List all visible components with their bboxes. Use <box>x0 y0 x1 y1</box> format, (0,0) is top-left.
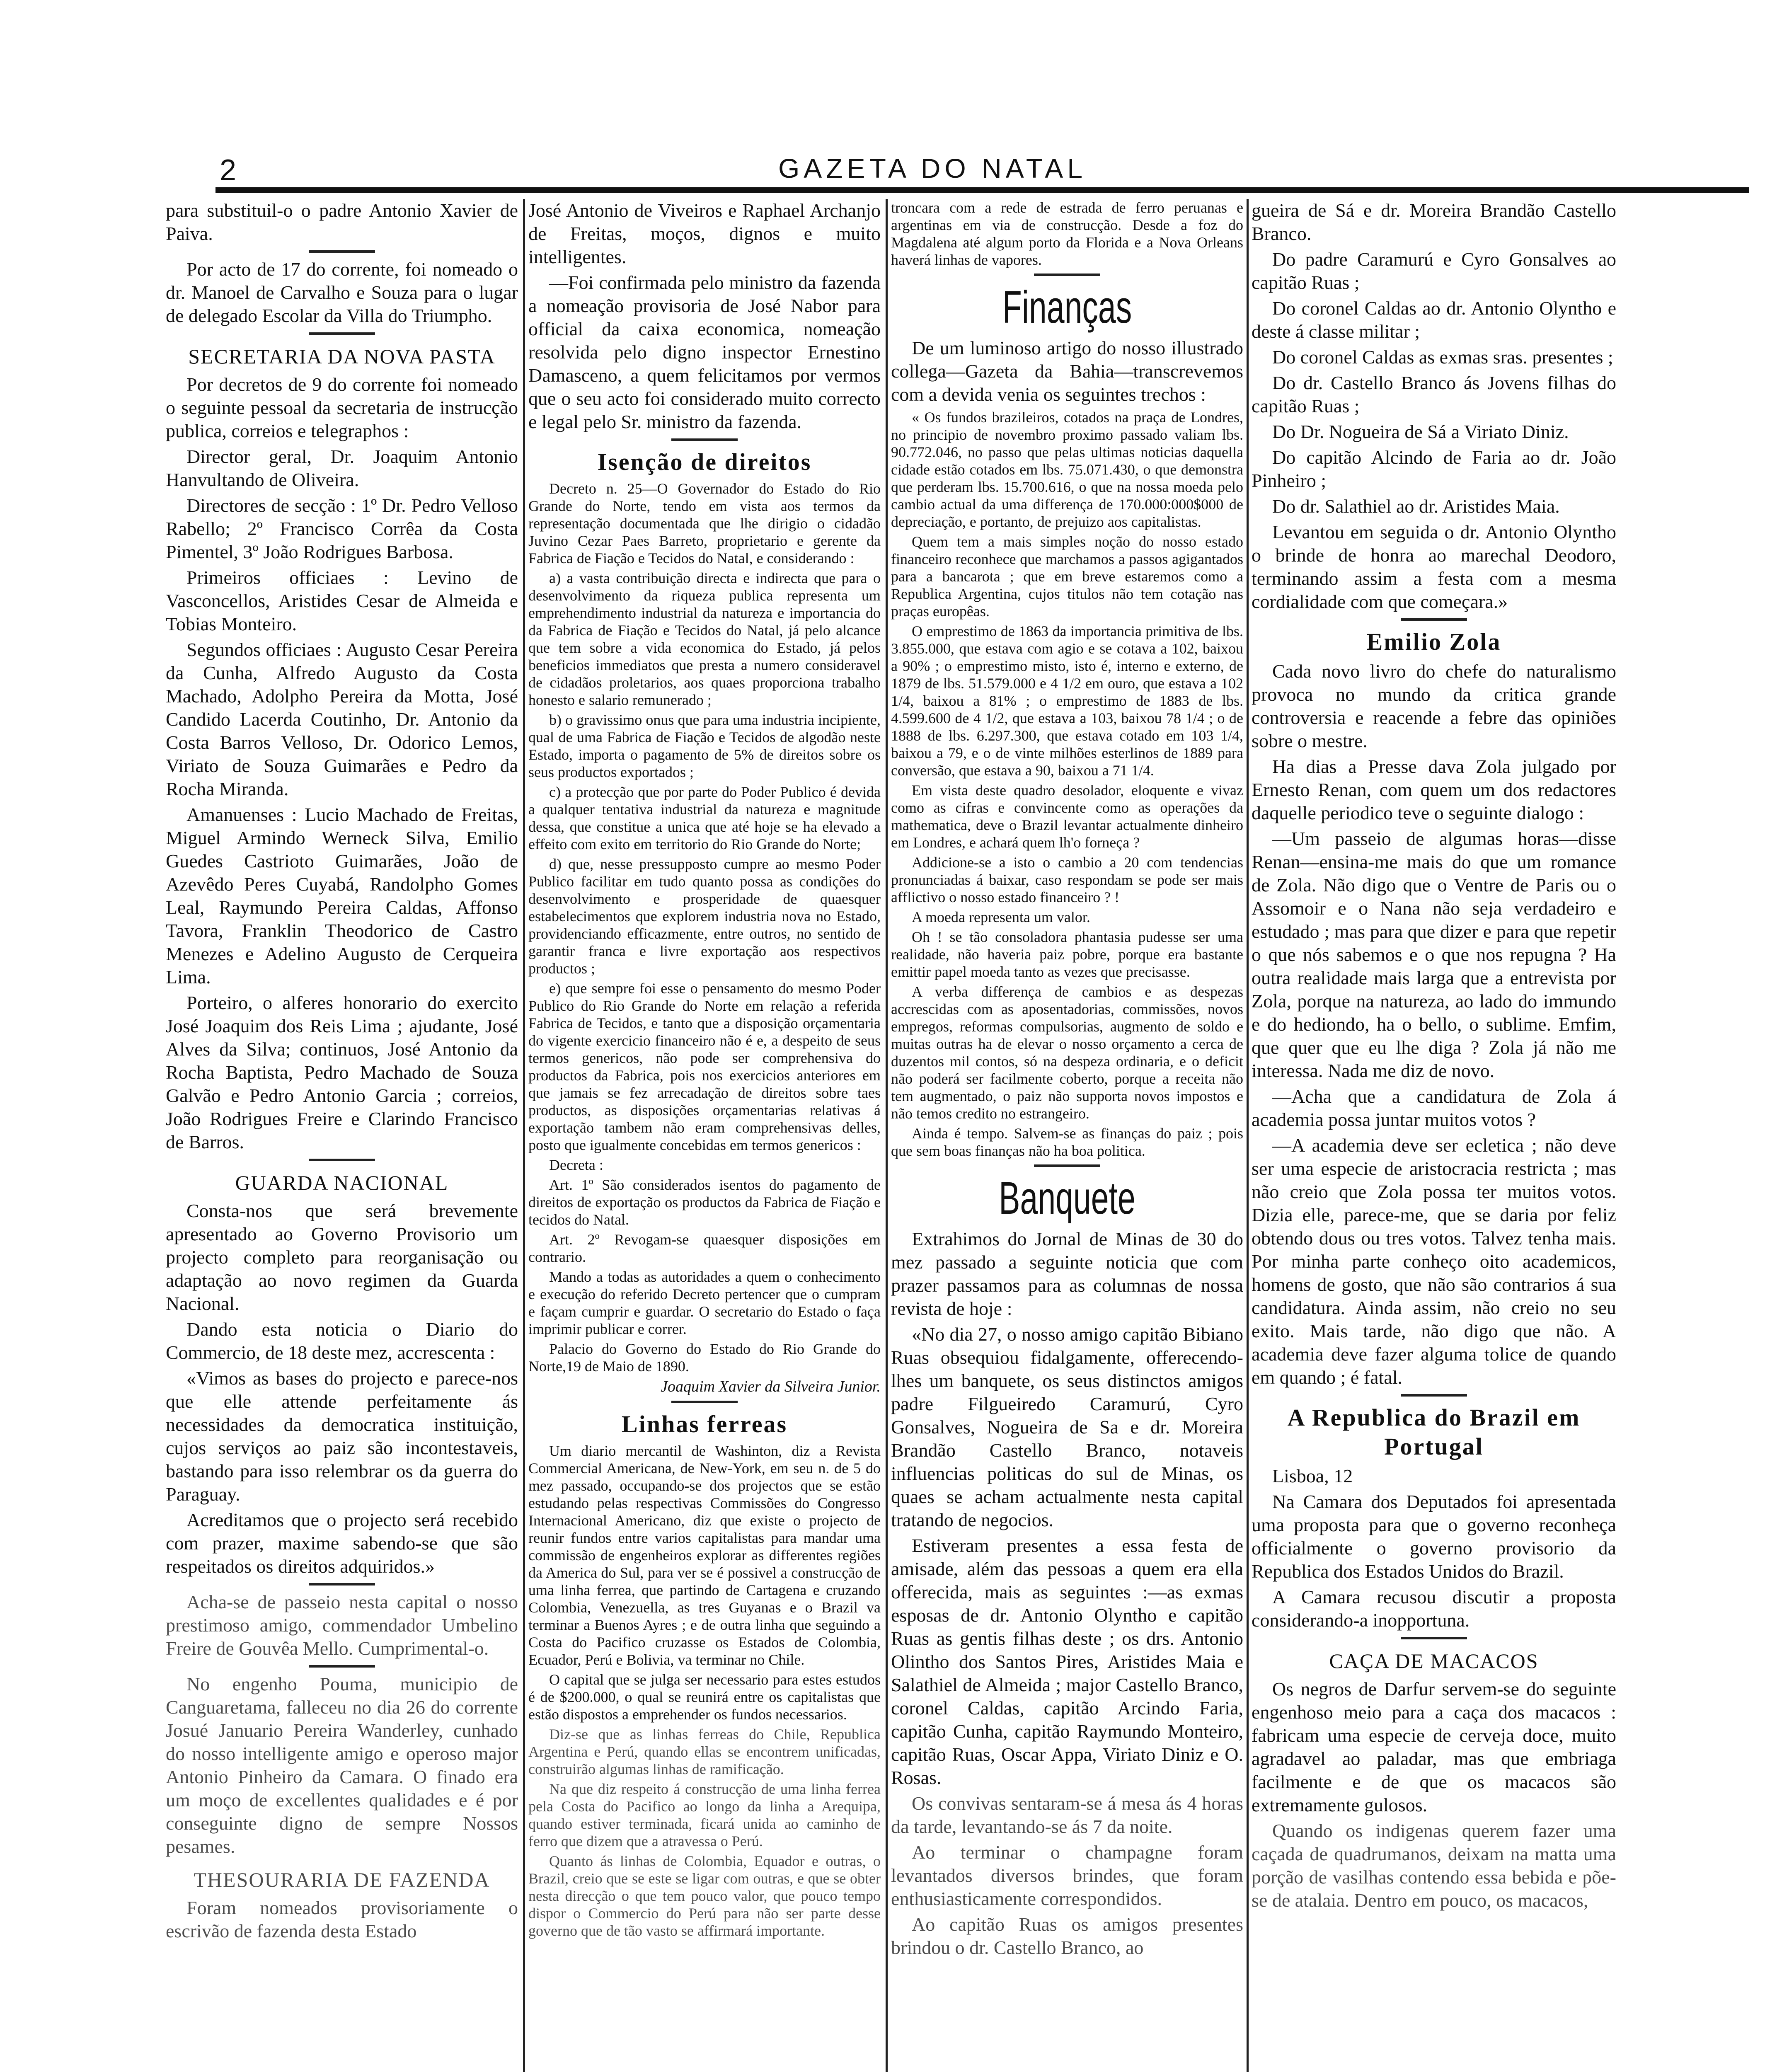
paragraph: Quem tem a mais simples noção do nosso estado financeiro reconhece que marchamos a passos agigantados para a bancarota ; que em breve estaremos como a Republica Argentina, cujos titulos não tem cotação nas praças europêas. <box>891 533 1243 620</box>
paragraph: —Um passeio de algumas horas—disse Renan—ensina-me mais do que um romance de Zola. Não digo que o Ventre de Paris ou o Assomoir e o Nana não seja verdadeiro e estudado ; mas para que dizer e para que repetir o que nós sabemos e o que nos repugna ? Ha outra realidade mais larga que a entrevista por Zola, porque na natureza, ao lado do immundo e do hediondo, ha o bello, o sublime. Emfim, que quer que eu lhe diga ? Zola já não me interessa. Nada me diz de novo. <box>1252 828 1616 1081</box>
paragraph: O capital que se julga ser necessario para estes estudos é de $200.000, o qual se reunirá entre os capitalistas que estão dispostos a emprehender os fundos necessarios. <box>528 1671 881 1723</box>
paragraph: Dando esta noticia o Diario do Commercio, de 18 deste mez, accrescenta : <box>166 1319 518 1363</box>
paragraph: Foram nomeados provisoriamente o escrivão de fazenda desta Estado <box>166 1897 518 1941</box>
paragraph: Ao capitão Ruas os amigos presentes brindou o dr. Castello Branco, ao <box>891 1914 1243 1958</box>
paragraph: —A academia deve ser ecletica ; não deve ser uma especie de aristocracia restricta ; mas não creio que Zola possa ter muitos votos. Dizia elle, parece-me, que se daria por feliz obtendo dous ou tres votos. Talvez tenha mais. Por minha parte conheço oito academicos, homens de gosto, que não são contrarios á sua candidatura. Ainda assim, não creio no seu exito. Mais tarde, não digo que não. A academia deve fazer alguma tolice de quando em quando ; é fatal. <box>1252 1135 1616 1388</box>
paragraph: No engenho Pouma, municipio de Canguaretama, falleceu no dia 26 do corrente Josué Januario Pereira Wanderley, cunhado do nosso intelligente amigo e operoso major Antonio Pinheiro da Camara. O finado era um moço de excellentes qualidades e é por conseguinte digno de sempre Nossos pesames. <box>166 1673 518 1857</box>
paragraph: d) que, nesse pressupposto cumpre ao mesmo Poder Publico facilitar em tudo quanto possa as condições do desenvolvimento e prosperidade de quaesquer estabelecimentos que explorem industria nova no Estado, providenciando efficazmente, entre outros, no sentido de garantir franca e livre exportação aos respectivos productos ; <box>528 856 881 977</box>
paragraph: Decreto n. 25—O Governador do Estado do Rio Grande do Norte, tendo em vista aos termos da representação documentada que lhe dirigio o cidadão Juvino Cezar Paes Barreto, proprietario e gerente da Fabrica de Fiação e Tecidos do Natal, e considerando : <box>528 480 881 566</box>
section-heading: SECRETARIA DA NOVA PASTA <box>188 345 496 368</box>
paragraph: —Acha que a candidatura de Zola á academia possa juntar muitos votos ? <box>1252 1086 1616 1130</box>
paragraph: Um diario mercantil de Washinton, diz a Revista Commercial Americana, de New-York, em seu n. de 5 do mez passado, occupando-se dos projectos que se estão estudando pelas respectivas Commissões do Congresso Internacional Americano, diz que existe o projecto de reunir fundos entre varios capitalistas para mandar uma commissão de engenheiros explorar as differentes regiões da America do Sul, para ver se é possivel a construcção de uma linha ferrea, que partindo de Cartagena e cruzando Colombia, Venezuella, as tres Guyanas e o Brazil va terminar a Buenos Ayres ; e de outra linha que seguindo a Costa do Pacifico cruzasse os Estados de Colombia, Ecuador, Perú e Bolivia, va terminar no Chile. <box>528 1443 881 1668</box>
paragraph: Na Camara dos Deputados foi apresentada uma proposta para que o governo reconheça officialmente o governo provisorio da Republica dos Estados Unidos do Brazil. <box>1252 1491 1616 1582</box>
section-heading: Banquete <box>999 1173 1135 1224</box>
paragraph: Quanto ás linhas de Colombia, Equador e outras, o Brazil, creio que se este se ligar com outras, e que se obter nesta direcção o que tem pouco valor, que pouco tempo dispor o Commercio do Perú para não ser parte desse governo que de tão vasto se affirmará importante. <box>528 1853 881 1939</box>
paragraph: Porteiro, o alferes honorario do exercito José Joaquim dos Reis Lima ; ajudante, José Alves da Silva; continuos, José Antonio da Rocha Baptista, Pedro Machado de Souza Galvão e Pedro Antonio Garcia ; correios, João Rodrigues Freire e Clarindo Francisco de Barros. <box>166 992 518 1152</box>
column-2 <box>528 199 881 2072</box>
paragraph: Segundos officiaes : Augusto Cesar Pereira da Cunha, Alfredo Augusto da Costa Machado, Adolpho Pereira da Motta, José Candido Lacerda Coutinho, Dr. Antonio da Costa Barros Velloso, Dr. Odorico Lemos, Viriato de Souza Guimarães e Pedro da Rocha Miranda. <box>166 639 518 799</box>
paragraph: Estiveram presentes a essa festa de amisade, além das pessoas a quem era ella offerecida, mais as seguintes :—as exmas esposas de dr. Antonio Olyntho e capitão Ruas as gentis filhas deste ; os drs. Antonio Olintho dos Santos Pires, Aristides Maia e Salathiel de Almeida ; major Castello Branco, coronel Caldas, capitão Arcindo Faria, capitão Cunha, capitão Raymundo Monteiro, capitão Ruas, Oscar Appa, Viriato Diniz e O. Rosas. <box>891 1535 1243 1788</box>
paragraph: Palacio do Governo do Estado do Rio Grande do Norte,19 de Maio de 1890. <box>528 1341 881 1375</box>
section-heading: Finanças <box>1002 282 1132 333</box>
paragraph: Do Dr. Nogueira de Sá a Viriato Diniz. <box>1272 421 1569 442</box>
separator <box>671 438 738 441</box>
paragraph: Oh ! se tão consoladora phantasia pudesse ser uma realidade, não haveria paiz pobre, porque era bastante emittir papel moeda tanto as vezes que precisasse. <box>891 929 1243 980</box>
paragraph: «Vimos as bases do projecto e parece-nos que elle attende perfeitamente ás necessidades da democratica instituição, cujos serviços ao paiz são incontestaveis, bastando para isso relembrar os da guerra do Paraguay. <box>166 1368 518 1505</box>
paragraph: Addicione-se a isto o cambio a 20 com tendencias pronunciadas á baixar, caso respondam se pode ser mais afflictivo o nosso estado financeiro ? ! <box>891 854 1243 905</box>
paragraph: Consta-nos que será brevemente apresentado ao Governo Provisorio um projecto completo para reorganisação ou adaptação ao novo regimen da Guarda Nacional. <box>166 1200 518 1314</box>
paragraph: Em vista deste quadro desolador, eloquente e vivaz como as cifras e convincente como as operações da mathematica, deve o Brazil levantar actualmente dinheiro em Londres, e achará quem lh'o forneça ? <box>891 782 1243 851</box>
paragraph: Diz-se que as linhas ferreas do Chile, Republica Argentina e Perú, quando ellas se encontrem unificadas, construirão algumas linhas de ramificação. <box>528 1726 881 1777</box>
section-heading: GUARDA NACIONAL <box>235 1171 449 1194</box>
separator <box>1401 618 1467 621</box>
column-divider <box>523 199 525 2072</box>
paragraph: Os convivas sentaram-se á mesa ás 4 horas da tarde, levantando-se ás 7 da noite. <box>891 1793 1243 1837</box>
paragraph: —Foi confirmada pelo ministro da fazenda a nomeação provisoria de José Nabor para official da caixa economica, nomeação resolvida pelo digno inspector Ernestino Damasceno, a quem felicitamos por vermos que o seu acto foi considerado muito correcto e legal pelo Sr. ministro da fazenda. <box>528 272 881 432</box>
paragraph: Do dr. Salathiel ao dr. Aristides Maia. <box>1272 496 1560 517</box>
separator <box>1034 1164 1100 1167</box>
paragraph: troncara com a rede de estrada de ferro peruanas e argentinas em via de construcção. Desde a foz do Magdalena até algum porto da Florida e a Nova Orleans haverá linhas de vapores. <box>891 199 1243 268</box>
paragraph: Cada novo livro do chefe do naturalismo provoca no mundo da critica grande controversia e reacende a febre das opiniões sobre o mestre. <box>1252 661 1616 751</box>
paragraph: Ha dias a Presse dava Zola julgado por Ernesto Renan, com quem um dos redactores daquelle periodico teve o seguinte dialogo : <box>1252 756 1616 823</box>
paragraph: Ainda é tempo. Salvem-se as finanças do paiz ; pois que sem boas finanças não ha boa politica. <box>891 1125 1243 1159</box>
separator <box>309 1583 375 1585</box>
section-heading: CAÇA DE MACACOS <box>1329 1649 1539 1673</box>
paragraph: Levantou em seguida o dr. Antonio Olyntho o brinde de honra ao marechal Deodoro, terminando assim a festa com a mesma cordialidade com que começara.» <box>1252 521 1616 612</box>
column-1 <box>166 199 518 2072</box>
signature: Joaquim Xavier da Silveira Junior. <box>661 1378 881 1395</box>
separator <box>309 332 375 335</box>
paragraph: Acreditamos que o projecto será recebido com prazer, maxime sabendo-se que são respeitados os direitos adquiridos.» <box>166 1509 518 1577</box>
paragraph: José Antonio de Viveiros e Raphael Archanjo de Freitas, moços, dignos e muito intelligentes. <box>528 200 881 267</box>
paragraph: Do padre Caramurú e Cyro Gonsalves ao capitão Ruas ; <box>1252 249 1616 293</box>
column-3 <box>891 199 1243 2072</box>
paragraph: A Camara recusou discutir a proposta considerando-a inopportuna. <box>1252 1586 1616 1631</box>
paragraph: O emprestimo de 1863 da importancia primitiva de lbs. 3.855.000, que estava com agio e se cotava a 102, baixou a 90% ; o emprestimo misto, isto é, interno e externo, de 1879 de lbs. 51.579.000 e 4 1/2 em ouro, que estava a 102 1/4, baixou a 81% ; o emprestimo de 1883 de lbs. 4.599.600 de 4 1/2, que estava a 103, baixou 78 1/4 ; o de 1888 de lbs. 6.297.300, que estava cotado em 103 1/4, baixou a 79, e o de vinte milhões esterlinos de 1889 para conversão, que estava a 90, baixou a 71 1/4. <box>891 623 1243 779</box>
paragraph: Decreta : <box>549 1157 603 1173</box>
section-heading: A Republica do Brazil em Portugal <box>1287 1404 1581 1460</box>
paragraph: Extrahimos do Jornal de Minas de 30 do mez passado a seguinte noticia que com prazer passamos para as columnas de nossa revista de hoje : <box>891 1228 1243 1319</box>
paragraph: c) a protecção que por parte do Poder Publico é devida a qualquer tentativa industrial da natureza e magnitude dessa, que constitue a unica que até hoje se ha elevado a effeito com exito em territorio do Rio Grande do Norte; <box>528 784 881 852</box>
column-divider <box>1247 199 1249 2072</box>
section-heading: Emilio Zola <box>1366 628 1501 655</box>
paragraph: «No dia 27, o nosso amigo capitão Bibiano Ruas obsequiou fidalgamente, offerecendo-lhes um banquete, os seus distinctos amigos padre Filgueiredo Caramurú, Cyro Gonsalves, Nogueira de Sa e dr. Moreira Brandão Castello Branco, notaveis influencias politicas do sul de Minas, os quaes se acham actualmente nesta capital tratando de negocios. <box>891 1324 1243 1530</box>
paragraph: Directores de secção : 1º Dr. Pedro Velloso Rabello; 2º Francisco Corrêa da Costa Pimentel, 3º João Rodrigues Barbosa. <box>166 495 518 562</box>
paragraph: b) o gravissimo onus que para uma industria incipiente, qual de uma Fabrica de Fiação e Tecidos de algodão neste Estado, importa o pagamento de 5% de direitos sobre os seus productos exportados ; <box>528 712 881 780</box>
paragraph: Na que diz respeito á construcção de uma linha ferrea pela Costa do Pacifico ao longo da linha a Arequipa, quando estiver terminada, ficará unida ao caminho de ferro que dizem que a atravessa o Perú. <box>528 1781 881 1849</box>
section-heading: Isenção de direitos <box>597 448 812 475</box>
paragraph: gueira de Sá e dr. Moreira Brandão Castello Branco. <box>1252 200 1616 244</box>
paragraph: Amanuenses : Lucio Machado de Freitas, Miguel Armindo Werneck Silva, Emilio Guedes Castrioto Guimarães, João de Azevêdo Peres Cuyabá, Randolpho Gomes Leal, Raymundo Pereira Caldas, Affonso Tavora, Franklin Theodorico de Castro Menezes e Adelino Augusto de Cerqueira Lima. <box>166 804 518 988</box>
header-rule <box>215 187 1749 193</box>
section-heading: THESOURARIA DE FAZENDA <box>194 1868 490 1891</box>
paragraph: Mando a todas as autoridades a quem o conhecimento e execução do referido Decreto pertencer que o cumpram e façam cumprir e guardar. O secretario do Estado o faça imprimir publicar e correr. <box>528 1268 881 1337</box>
newspaper-title: GAZETA DO NATAL <box>778 153 1087 184</box>
separator <box>1401 1637 1467 1639</box>
paragraph: A moeda representa um valor. <box>912 909 1090 925</box>
paragraph: Do capitão Alcindo de Faria ao dr. João Pinheiro ; <box>1252 447 1616 491</box>
column-4 <box>1252 199 1616 2072</box>
paragraph: Por acto de 17 do corrente, foi nomeado o dr. Manoel de Carvalho e Souza para o lugar de delegado Escolar da Villa do Triumpho. <box>166 259 518 326</box>
separator <box>1401 1394 1467 1397</box>
paragraph: Os negros de Darfur servem-se do seguinte engenhoso meio para a caça dos macacos : fabricam uma especie de cerveja doce, muito agradavel ao paladar, mas que embriaga facilmente e de que os macacos são extremamente gulosos. <box>1252 1678 1616 1815</box>
paragraph: Lisboa, 12 <box>1272 1465 1353 1486</box>
paragraph: Acha-se de passeio nesta capital o nosso prestimoso amigo, commendador Umbelino Freire de Gouvêa Mello. Cumprimental-o. <box>166 1591 518 1659</box>
paragraph: Art. 1º São considerados isentos do pagamento de direitos de exportação os productos da Fabrica de Fiação e tecidos do Natal. <box>528 1176 881 1228</box>
section-heading: Linhas ferreas <box>621 1411 788 1438</box>
paragraph: Do coronel Caldas ao dr. Antonio Olyntho e deste á classe militar ; <box>1252 298 1616 342</box>
paragraph: para substituil-o o padre Antonio Xavier de Paiva. <box>166 200 518 244</box>
paragraph: Primeiros officiaes : Levino de Vasconcellos, Aristides Cesar de Almeida e Tobias Monteiro. <box>166 567 518 634</box>
paragraph: « Os fundos brazileiros, cotados na praça de Londres, no principio de novembro proximo passado valiam lbs. 90.772.046, no passo que pelas ultimas noticias daquella cidade estão cotados em lbs. 75.071.430, o que demonstra que perderam lbs. 15.700.616, o que na nossa moeda pelo cambio actual da uma differença de 170.000:000$000 de depreciação, e portanto, de prejuizo aos capitalistas. <box>891 409 1243 530</box>
paragraph: De um luminoso artigo do nosso illustrado collega—Gazeta da Bahia—transcrevemos com a devida venia os seguintes trechos : <box>891 337 1243 405</box>
paragraph: Quando os indigenas querem fazer uma caçada de quadrumanos, deixam na matta uma porção de vasilhas contendo essa bebida e põe-se de atalaia. Dentro em pouco, os macacos, <box>1252 1820 1616 1911</box>
paragraph: Director geral, Dr. Joaquim Antonio Hanvultando de Oliveira. <box>166 446 518 490</box>
paragraph: Por decretos de 9 do corrente foi nomeado o seguinte pessoal da secretaria de instrucção publica, correios e telegraphos : <box>166 374 518 441</box>
paragraph: e) que sempre foi esse o pensamento do mesmo Poder Publico do Rio Grande do Norte em relação a referida Fabrica de Tecidos, e tanto que a disposição orçamentaria do vigente exercicio financeiro não é e, a despeito de seus termos genericos, não pode ser comprehensiva do productos da Fabrica, pois nos exercicios anteriores em que jamais se fez arrecadação de direitos sobre taes productos, as disposições orçamentarias relativas á exportação tambem não eram comprehensivas delles, posto que igualmente concebidas em termos genericos : <box>528 980 881 1153</box>
separator <box>671 1401 738 1403</box>
paragraph: A verba differença de cambios e as despezas accrescidas com as aposentadorias, commissões, novos empregos, reformas compulsorias, augmento de soldo e muitas outras ha de elevar o nosso orçamento a cerca de duzentos mil contos, só na despeza ordinaria, e o deficit não poderá ser facilmente coberto, porque a receita não tem augmentado, o paiz não supporta novos impostos e não temos credito no estrangeiro. <box>891 983 1243 1122</box>
separator <box>309 1665 375 1668</box>
page-number: 2 <box>220 154 237 187</box>
separator <box>1034 274 1100 276</box>
column-divider <box>886 199 888 2072</box>
paragraph: Art. 2º Revogam-se quaesquer disposições em contrario. <box>528 1231 881 1265</box>
paragraph: Do dr. Castello Branco ás Jovens filhas do capitão Ruas ; <box>1252 372 1616 416</box>
separator <box>309 1159 375 1161</box>
page-header <box>215 149 1649 191</box>
paragraph: a) a vasta contribuição directa e indirecta que para o desenvolvimento da riqueza publica representa um emprehendimento industrial da natureza e importancia do da Fabrica de Fiação e Tecidos do Natal, já pelo alcance que tem sobre a vida economica do Estado, já pelos beneficios immediatos que presta a numero consideravel de cidadãos proletarios, aos quaes proporciona trabalho honesto e salario remunerado ; <box>528 570 881 708</box>
paragraph: Do coronel Caldas as exmas sras. presentes ; <box>1272 346 1613 368</box>
separator <box>309 250 375 253</box>
paragraph: Ao terminar o champagne foram levantados diversos brindes, que foram enthusiasticamente correspondidos. <box>891 1842 1243 1909</box>
